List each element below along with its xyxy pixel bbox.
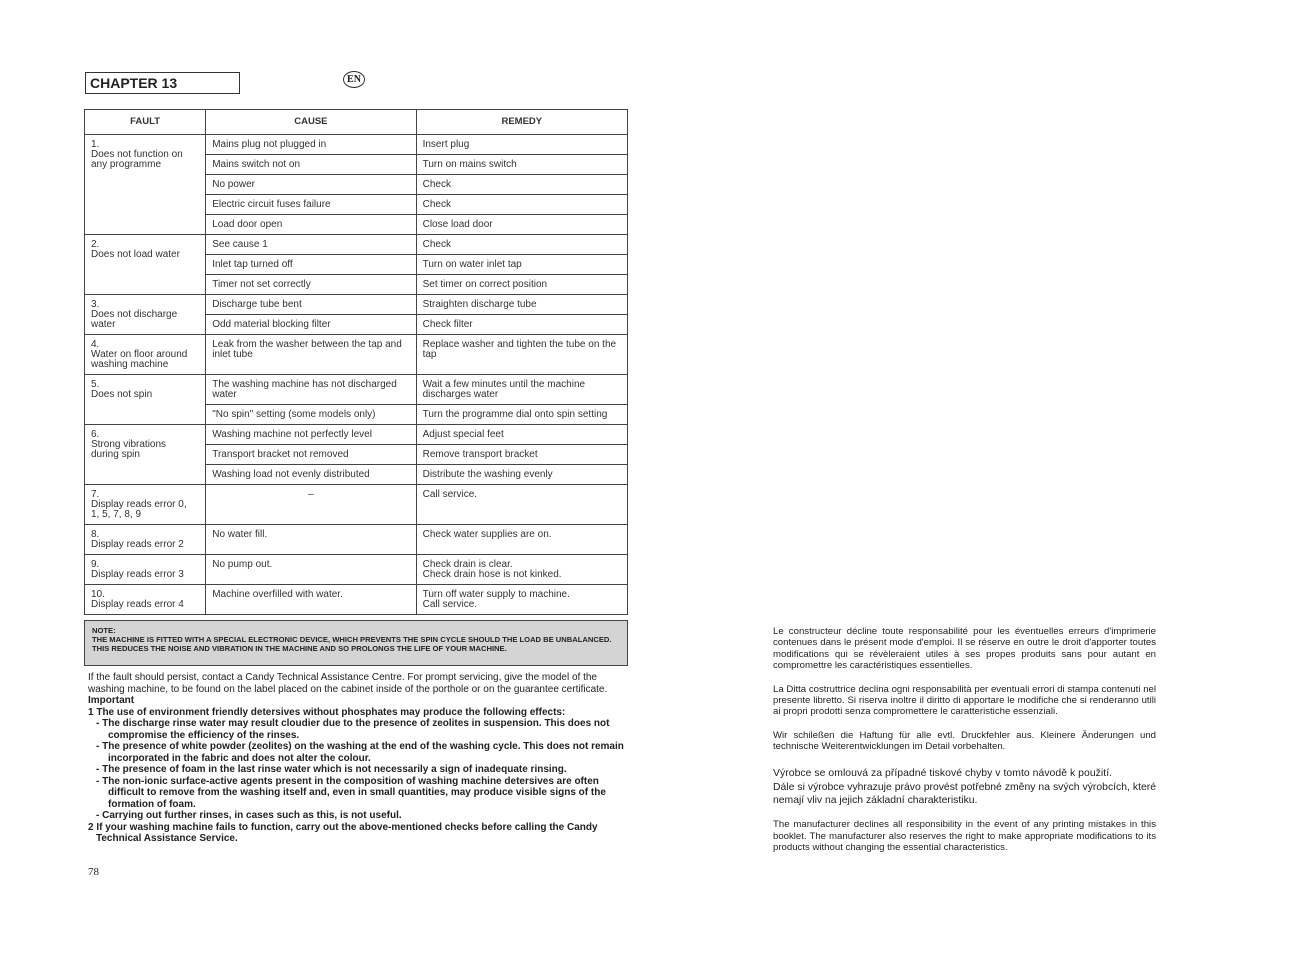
- fault-number: 5.: [91, 379, 100, 390]
- fault-cell: [85, 235, 206, 295]
- table-row: [85, 425, 628, 445]
- fault-number: 7.: [91, 489, 100, 500]
- table-header-row: [85, 110, 628, 135]
- table-row: [85, 485, 628, 525]
- cause-cell: "No spin" setting (some models only): [206, 405, 416, 425]
- cause-cell: Mains plug not plugged in: [206, 135, 416, 155]
- fault-description: Display reads error 3: [91, 569, 184, 580]
- fault-number: 3.: [91, 299, 100, 310]
- bullet-item: - The non-ionic surface-active agents present in the composition of washing machine detersives are often difficult to remove from the washing itself and, even in small quantities, may produce visible signs of the formation of foam.: [96, 775, 606, 810]
- note-line: THIS REDUCES THE NOISE AND VIBRATION IN THE MACHINE AND SO PROLONGS THE LIFE OF YOUR MACHINE.: [92, 644, 507, 653]
- fault-number: 1.: [91, 139, 100, 150]
- table-row: [85, 585, 628, 615]
- fault-table: [84, 109, 628, 615]
- remedy-cell: Replace washer and tighten the tube on the tap: [416, 335, 627, 375]
- table-row: [85, 525, 628, 555]
- cause-cell: Transport bracket not removed: [206, 445, 416, 465]
- fault-cell: [85, 295, 206, 335]
- fault-number: 9.: [91, 559, 100, 570]
- remedy-cell: Distribute the washing evenly: [416, 465, 627, 485]
- fault-number: 10.: [91, 589, 105, 600]
- cause-cell: Discharge tube bent: [206, 295, 416, 315]
- page-number: 78: [88, 866, 99, 878]
- fault-cell: [85, 525, 206, 555]
- cause-cell: Inlet tap turned off: [206, 255, 416, 275]
- remedy-cell: Straighten discharge tube: [416, 295, 627, 315]
- note-label: NOTE:: [92, 626, 116, 635]
- note-line: THE MACHINE IS FITTED WITH A SPECIAL ELECTRONIC DEVICE, WHICH PREVENTS THE SPIN CYCLE SHOULD THE LOAD BE UNBALANCED.: [92, 635, 612, 644]
- fault-number: 4.: [91, 339, 100, 350]
- bullet-item: - The discharge rinse water may result cloudier due to the presence of zeolites in suspension. This does not compromise the efficiency of the rinses.: [96, 718, 610, 741]
- table-row: [85, 295, 628, 315]
- cause-cell: Odd material blocking filter: [206, 315, 416, 335]
- fault-cell: [85, 335, 206, 375]
- fault-description: Display reads error 0, 1, 5, 7, 8, 9: [91, 499, 187, 520]
- table-row: [85, 135, 628, 155]
- cause-cell: –: [206, 485, 416, 525]
- fault-description: Does not function on any programme: [91, 149, 183, 170]
- cause-cell: No water fill.: [206, 525, 416, 555]
- cause-cell: Electric circuit fuses failure: [206, 195, 416, 215]
- cause-cell: Washing machine not perfectly level: [206, 425, 416, 445]
- header-cause: CAUSE: [206, 110, 416, 135]
- bullet-item: - Carrying out further rinses, in cases such as this, is not useful.: [96, 810, 402, 821]
- table-row: [85, 235, 628, 255]
- important-heading: Important: [88, 695, 135, 706]
- instructions-text: [88, 672, 626, 845]
- remedy-cell: Remove transport bracket: [416, 445, 627, 465]
- fault-description: Display reads error 2: [91, 539, 184, 550]
- language-badge-icon: EN: [343, 71, 365, 88]
- important-item-2: 2 If your washing machine fails to function, carry out the above-mentioned checks before calling the Candy Technical Assistance Service.: [88, 821, 598, 844]
- cause-cell: Mains switch not on: [206, 155, 416, 175]
- remedy-cell: Turn the programme dial onto spin setting: [416, 405, 627, 425]
- remedy-cell: Check water supplies are on.: [416, 525, 627, 555]
- cause-cell: Load door open: [206, 215, 416, 235]
- disclaimer-de: Wir schileßen die Haftung für alle evtl. Druckfehler aus. Kleinere Änderungen und technische Weiterentwicklungen im Detail vorbehalten.: [773, 729, 1156, 753]
- fault-description: Strong vibrations during spin: [91, 439, 167, 460]
- chapter-title: CHAPTER 13: [85, 72, 240, 94]
- remedy-cell: [416, 585, 627, 615]
- fault-cell: [85, 485, 206, 525]
- fault-cell: [85, 425, 206, 485]
- disclaimer-cs-2: Dále si výrobce vyhrazuje právo provést potřebné změny na svých výrobcích, které nemají vliv na jejich základní charakteristiku.: [773, 782, 1156, 806]
- table-row: [85, 375, 628, 405]
- important-item-1: 1 The use of environment friendly detersives without phosphates may produce the following effects:: [88, 706, 566, 718]
- remedy-cell: Insert plug: [416, 135, 627, 155]
- table-row: [85, 335, 628, 375]
- cause-cell: Washing load not evenly distributed: [206, 465, 416, 485]
- header-fault: FAULT: [85, 110, 206, 135]
- remedy-cell: Check filter: [416, 315, 627, 335]
- remedy-line: Check drain hose is not kinked.: [422, 569, 562, 580]
- remedy-cell: Wait a few minutes until the machine discharges water: [416, 375, 627, 405]
- fault-number: 6.: [91, 429, 100, 440]
- bullet-item: - The presence of foam in the last rinse water which is not necessarily a sign of inadequate rinsing.: [96, 764, 567, 775]
- fault-description: Display reads error 4: [91, 599, 184, 610]
- remedy-line: Call service.: [422, 599, 478, 610]
- disclaimer-en: The manufacturer declines all responsibility in the event of any printing mistakes in this booklet. The manufacturer also reserves the right to make appropriate modifications to its products without changing the essential characteristics.: [773, 819, 1156, 853]
- fault-description: Does not spin: [91, 389, 153, 400]
- remedy-cell: Turn on water inlet tap: [416, 255, 627, 275]
- remedy-cell: Close load door: [416, 215, 627, 235]
- cause-cell: No pump out.: [206, 555, 416, 585]
- remedy-cell: Adjust special feet: [416, 425, 627, 445]
- fault-description: Does not discharge water: [91, 309, 178, 330]
- cause-cell: Leak from the washer between the tap and inlet tube: [206, 335, 416, 375]
- cause-cell: No power: [206, 175, 416, 195]
- fault-number: 2.: [91, 239, 100, 250]
- bullet-item: - The presence of white powder (zeolites) on the washing at the end of the washing cycle. This does not remain incorporated in the fabric and does not alter the colour.: [96, 741, 624, 764]
- disclaimer-it: La Ditta costruttrice declina ogni responsabilità per eventuali errori di stampa contenuti nel presente libretto. Si riserva inoltre il diritto di apportare le modifiche che si renderanno utili ai propri prodotti senza compromettere le caratteristiche essenziali.: [773, 683, 1156, 718]
- table-row: [85, 555, 628, 585]
- remedy-cell: Call service.: [416, 485, 627, 525]
- fault-cell: [85, 375, 206, 425]
- persist-paragraph: If the fault should persist, contact a Candy Technical Assistance Centre. For prompt servicing, give the model of the washing machine, to be found on the label placed on the cabinet inside of the porthole or on the guarantee certificate.: [88, 672, 608, 695]
- fault-number: 8.: [91, 529, 100, 540]
- cause-cell: The washing machine has not discharged water: [206, 375, 416, 405]
- fault-cell: [85, 135, 206, 235]
- disclaimer-cs-1: Výrobce se omlouvá za případné tiskové chyby v tomto návodě k použití.: [773, 767, 1113, 779]
- cause-cell: Timer not set correctly: [206, 275, 416, 295]
- disclaimer-column: [773, 626, 1156, 853]
- remedy-line: Turn off water supply to machine.: [422, 589, 570, 600]
- cause-cell: See cause 1: [206, 235, 416, 255]
- header-remedy: REMEDY: [416, 110, 627, 135]
- remedy-cell: Check: [416, 195, 627, 215]
- fault-description: Does not load water: [91, 249, 180, 260]
- remedy-cell: Check: [416, 175, 627, 195]
- remedy-cell: Check: [416, 235, 627, 255]
- remedy-cell: Turn on mains switch: [416, 155, 627, 175]
- remedy-line: Check drain is clear.: [422, 559, 513, 570]
- fault-description: Water on floor around washing machine: [91, 349, 188, 370]
- remedy-cell: [416, 555, 627, 585]
- cause-cell: Machine overfilled with water.: [206, 585, 416, 615]
- note-box: [84, 620, 628, 666]
- remedy-cell: Set timer on correct position: [416, 275, 627, 295]
- fault-cell: [85, 555, 206, 585]
- disclaimer-fr: Le constructeur décline toute responsabilité pour les éventuelles erreurs d'imprimerie contenues dans le présent mode d'emploi. Il se réserve en outre le droit d'apporter toutes modifications qui se révèleraient utiles à ses propes produits sans pour autant en compromettre les caractéristiques essentielles.: [773, 626, 1156, 672]
- fault-cell: [85, 585, 206, 615]
